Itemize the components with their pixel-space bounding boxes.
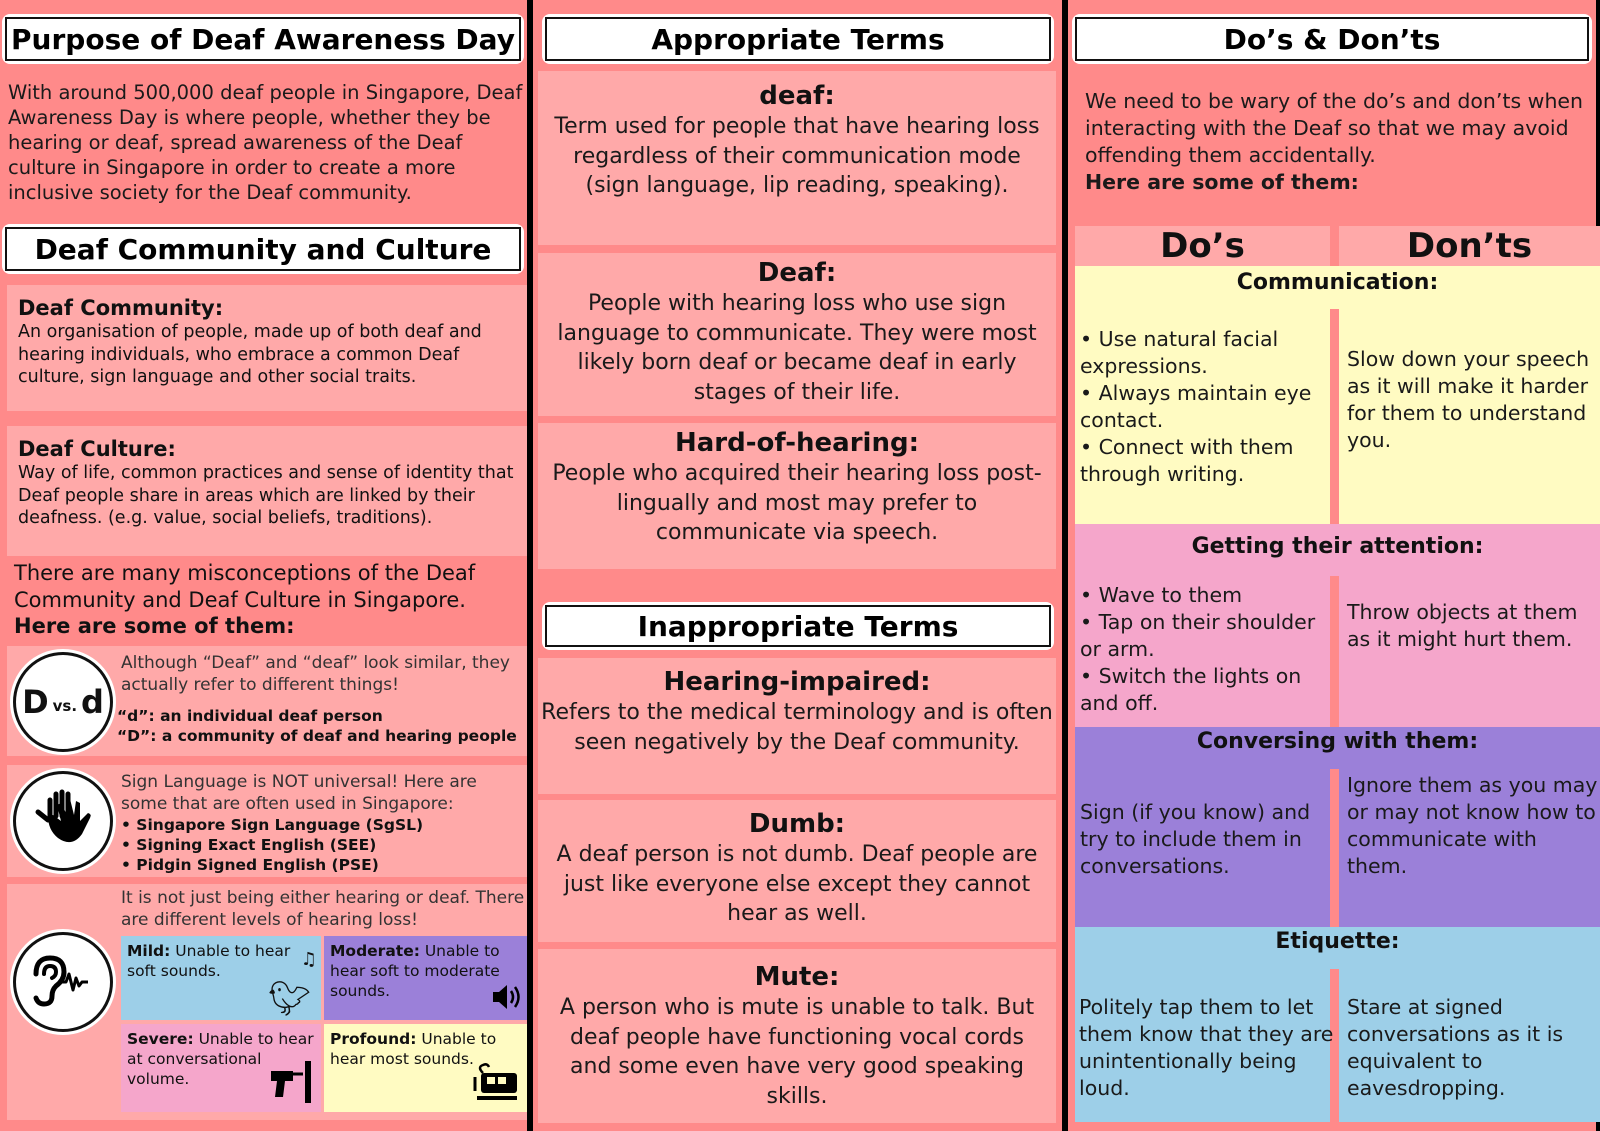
drill-icon [269,1059,315,1108]
deaf-culture-title: Deaf Culture: [18,437,176,461]
misconceptions-lead: Here are some of them: [14,614,295,638]
dos-donts-separator [1330,309,1339,524]
do-item: • Connect with them through writing. [1080,435,1294,486]
middle-column [534,0,1060,1131]
term-card-hard-of-hearing [538,423,1056,569]
dos-cell [1080,582,1335,717]
level-text: Unable to hear soft sounds. [127,942,291,980]
sign-language-item: • Singapore Sign Language (SgSL) [121,816,424,834]
column-divider [527,0,533,1131]
bird-singing-icon: 🐦︎ [267,979,311,1019]
big-d-glyph: D [22,683,49,721]
appropriate-terms-title: Appropriate Terms [545,17,1051,61]
inappropriate-terms-header [542,602,1054,650]
deaf-culture-text: Way of life, common practices and sense of identity that Deaf people share in areas which are linked by their deafness. (e.g. value, social beliefs, traditions). [18,463,514,528]
level-text: Unable to hear most sounds. [330,1030,497,1068]
sign-language-hands-icon [13,771,113,871]
do-item: Sign (if you know) and try to include them in conversations. [1080,800,1311,878]
do-item: • Always maintain eye contact. [1080,381,1312,432]
term-body: A deaf person is not dumb. Deaf people are just like everyone else except they cannot hear as well. [556,842,1038,926]
category-conversing [1075,727,1600,927]
term-card-mute [538,949,1056,1123]
do-item: • Tap on their shoulder or arm. [1080,610,1316,661]
term-body: People who acquired their hearing loss post-lingually and most may prefer to communicate via speech. [552,461,1042,545]
right-column [1067,0,1600,1131]
d-vs-d-icon [13,652,113,752]
donts-cell: Throw objects at them as it might hurt them. [1347,600,1578,651]
category-title: Etiquette: [1275,929,1400,954]
do-item: • Use natural facial expressions. [1080,327,1279,378]
sign-language-panel [7,765,527,877]
purpose-header [2,14,524,64]
term-card-dumb [538,800,1056,942]
level-label: Moderate: [330,942,420,960]
donts-column-header: Don’ts [1339,226,1600,266]
category-title: Conversing with them: [1196,729,1479,754]
misconceptions-intro [14,560,524,640]
deaf-culture-panel [7,426,527,556]
sign-language-list [121,815,423,875]
deaf-community-panel [7,285,527,411]
do-item: • Wave to them [1080,583,1243,607]
community-culture-title: Deaf Community and Culture [5,227,521,271]
do-item: Politely tap them to let them know that they are unintentionally being loud. [1079,995,1334,1100]
community-culture-header [2,224,524,274]
sign-language-item: • Signing Exact English (SEE) [121,836,377,854]
small-d-glyph: d [81,683,104,721]
appropriate-terms-header [542,14,1054,64]
dos-donts-header [1072,14,1592,64]
donts-cell: Stare at signed conversations as it is equivalent to eavesdropping. [1347,995,1564,1100]
dos-cell [1080,799,1335,880]
category-communication [1075,266,1600,524]
category-getting-attention [1075,524,1600,727]
dos-donts-title: Do’s & Don’ts [1075,17,1589,61]
term-card-hearing-impaired [538,658,1056,794]
inappropriate-terms-title: Inappropriate Terms [545,605,1051,647]
dvsd-panel [7,646,527,756]
purpose-title: Purpose of Deaf Awareness Day [5,17,521,61]
dos-column-header: Do’s [1075,226,1330,266]
category-etiquette [1075,927,1600,1122]
level-text: Unable to hear soft to moderate sounds. [330,942,500,1000]
music-note-icon: ♫ [300,949,317,970]
level-mild [121,936,321,1020]
dos-donts-intro-text: We need to be wary of the do’s and don’ts when interacting with the Deaf so that we may avoid offending them accidentally. [1085,89,1584,167]
deaf-community-text: An organisation of people, made up of both deaf and hearing individuals, who embrace a common Deaf culture, sign language and other social traits. [18,322,482,387]
term-title: Hard-of-hearing: [675,428,919,458]
purpose-text: With around 500,000 deaf people in Singapore, Deaf Awareness Day is where people, whether they be hearing or deaf, spread awareness of the Deaf culture in Singapore in order to create a more inclusive society for the Deaf community. [8,81,523,204]
term-body: A person who is mute is unable to talk. But deaf people have functioning vocal cords and some even have very good speaking skills. [559,995,1035,1109]
level-label: Mild: [127,942,171,960]
train-icon [473,1063,521,1108]
term-title: deaf: [759,81,835,111]
level-profound [324,1024,527,1112]
term-card-deaf-lower [538,71,1056,245]
term-title: Mute: [754,962,840,992]
hearing-levels-intro: It is not just being either hearing or deaf. There are different levels of hearing loss! [121,888,525,930]
dvsd-line2: “D”: a community of deaf and hearing people [117,727,517,745]
do-item: • Switch the lights on and off. [1080,664,1302,715]
level-text: Unable to hear at conversational volume. [127,1030,314,1088]
dos-cell [1080,326,1330,488]
category-title: Communication: [1236,270,1439,295]
term-body: Term used for people that have hearing loss regardless of their communication mode (sign language, lip reading, speaking). [554,114,1040,198]
level-moderate [324,936,527,1020]
sign-language-text: Sign Language is NOT universal! Here are some that are often used in Singapore: [121,772,477,814]
hearing-levels-panel [7,884,527,1120]
vs-glyph: vs. [52,697,78,715]
level-label: Profound: [330,1030,417,1048]
term-title: Dumb: [748,809,846,839]
level-severe [121,1024,321,1112]
dos-donts-intro-lead: Here are some of them: [1085,170,1359,194]
dos-donts-intro [1085,88,1595,196]
speaker-icon [491,983,521,1016]
dvsd-text: Although “Deaf” and “deaf” look similar, they actually refer to different things! [121,653,510,695]
deaf-community-title: Deaf Community: [18,296,224,320]
dvsd-line1: “d”: an individual deaf person [117,707,383,725]
left-column [0,0,527,1131]
sign-language-item: • Pidgin Signed English (PSE) [121,856,379,874]
term-body: Refers to the medical terminology and is often seen negatively by the Deaf community. [541,700,1053,755]
term-body: People with hearing loss who use sign language to communicate. They were most likely born deaf or became deaf in early stages of their life. [557,291,1037,405]
donts-cell: Ignore them as you may or may not know how to communicate with them. [1347,773,1598,878]
term-card-deaf-upper [538,253,1056,416]
category-title: Getting their attention: [1191,534,1484,559]
level-label: Severe: [127,1030,194,1048]
term-title: Hearing-impaired: [663,667,931,697]
term-title: Deaf: [757,258,837,288]
ear-soundwave-icon [13,932,113,1032]
dos-cell [1079,994,1334,1102]
misconceptions-intro-text: There are many misconceptions of the Deaf Community and Deaf Culture in Singapore. [14,561,476,612]
donts-cell: Slow down your speech as it will make it harder for them to understand you. [1347,347,1590,452]
